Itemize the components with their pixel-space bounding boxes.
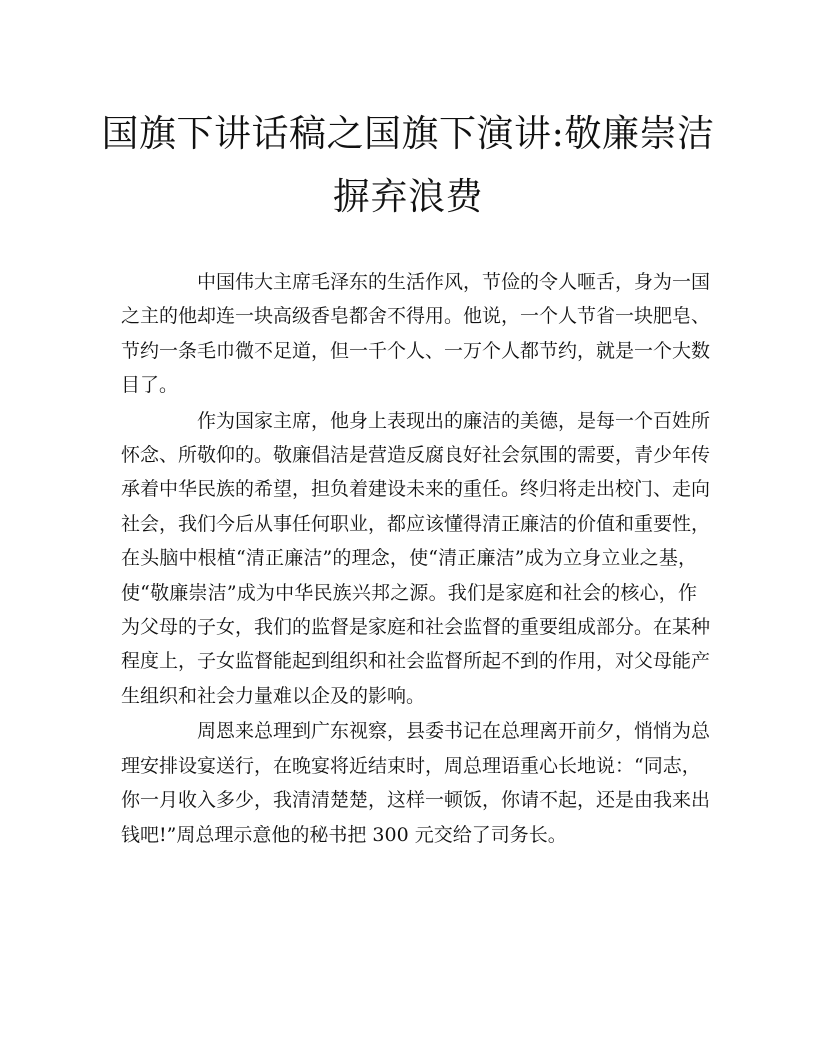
paragraph-line: 承着中华民族的希望，担负着建设未来的重任。终归将走出校门、走向 [121,478,711,501]
paragraph-line: 钱吧!”周总理示意他的秘书把 300 元交给了司务长。 [121,823,567,846]
paragraph-line: 之主的他却连一块高级香皂都舍不得用。他说，一个人节省一块肥皂、 [121,305,711,328]
paragraph [121,714,711,852]
document-title [100,102,716,228]
paragraph-line: 使“敬廉崇洁”成为中华民族兴邦之源。我们是家庭和社会的核心，作 [121,581,697,604]
paragraph-line: 目了。 [121,374,179,397]
paragraph-line: 程度上，子女监督能起到组织和社会监督所起不到的作用，对父母能产 [121,650,711,673]
title-line: 国旗下讲话稿之国旗下演讲:敬廉崇洁 [101,112,715,155]
paragraph-line: 理安排设宴送行，在晚宴将近结束时，周总理语重心长地说：“同志， [121,754,701,777]
paragraph [121,265,711,403]
paragraph-line: 生组织和社会力量难以企及的影响。 [121,684,426,707]
paragraph-line: 在头脑中根植“清正廉洁”的理念，使“清正廉洁”成为立身立业之基， [121,547,697,570]
document-body [121,265,711,853]
paragraph-line: 周恩来总理到广东视察，县委书记在总理离开前夕，悄悄为总 [197,720,711,743]
paragraph-line: 节约一条毛巾微不足道，但一千个人、一万个人都节约，就是一个大数 [121,339,711,362]
paragraph-line: 你一月收入多少，我清清楚楚，这样一顿饭，你请不起，还是由我来出 [121,789,711,812]
paragraph [121,404,711,714]
paragraph-line: 社会，我们今后从事任何职业，都应该懂得清正廉洁的价值和重要性， [121,512,711,535]
title-line: 摒弃浪费 [333,175,483,218]
paragraph-line: 中国伟大主席毛泽东的生活作风，节俭的令人咂舌，身为一国 [197,271,711,293]
paragraph-line: 作为国家主席，他身上表现出的廉洁的美德，是每一个百姓所 [197,409,711,432]
paragraph-line: 怀念、所敬仰的。敬廉倡洁是营造反腐良好社会氛围的需要，青少年传 [121,444,711,467]
paragraph-line: 为父母的子女，我们的监督是家庭和社会监督的重要组成部分。在某种 [121,616,711,639]
